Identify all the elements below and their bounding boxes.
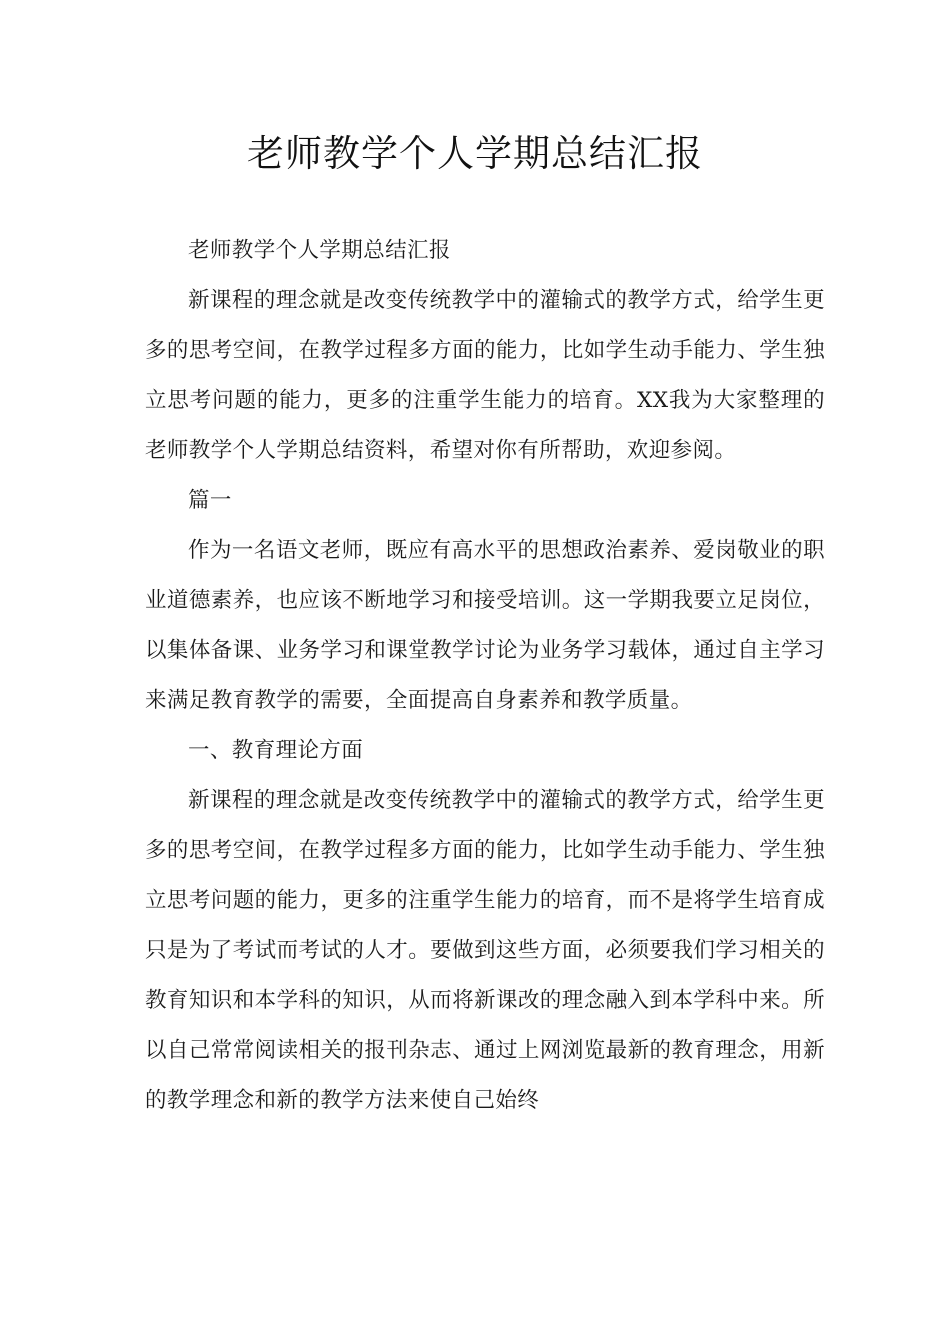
paragraph-subtitle: 老师教学个人学期总结汇报 (188, 238, 451, 263)
section-heading-part-one: 篇一 (188, 488, 232, 513)
paragraph-part-one: 作为一名语文老师，既应有高水平的思想政治素养、爱岗敬业的职业道德素养，也应该不断地学习和接受培训。这一学期我要立足岗位，以集体备课、业务学习和课堂教学讨论为业务学习载体，通过自主学习来满足教育教学的需要，全面提高自身素养和教学质量。 (145, 538, 825, 713)
document-title: 老师教学个人学期总结汇报 (247, 132, 703, 175)
document-body (145, 226, 825, 1126)
paragraph-theory: 新课程的理念就是改变传统教学中的灌输式的教学方式，给学生更多的思考空间，在教学过程多方面的能力，比如学生动手能力、学生独立思考问题的能力，更多的注重学生能力的培育，而不是将学生培育成只是为了考试而考试的人才。要做到这些方面，必须要我们学习相关的教育知识和本学科的知识，从而将新课改的理念融入到本学科中来。所以自己常常阅读相关的报刊杂志、通过上网浏览最新的教育理念，用新的教学理念和新的教学方法来使自己始终 (145, 788, 825, 1113)
paragraph-intro: 新课程的理念就是改变传统教学中的灌输式的教学方式，给学生更多的思考空间，在教学过程多方面的能力，比如学生动手能力、学生独立思考问题的能力，更多的注重学生能力的培育。XX我为大家整理的老师教学个人学期总结资料，希望对你有所帮助，欢迎参阅。 (145, 288, 825, 463)
section-heading-theory: 一、教育理论方面 (188, 738, 364, 763)
